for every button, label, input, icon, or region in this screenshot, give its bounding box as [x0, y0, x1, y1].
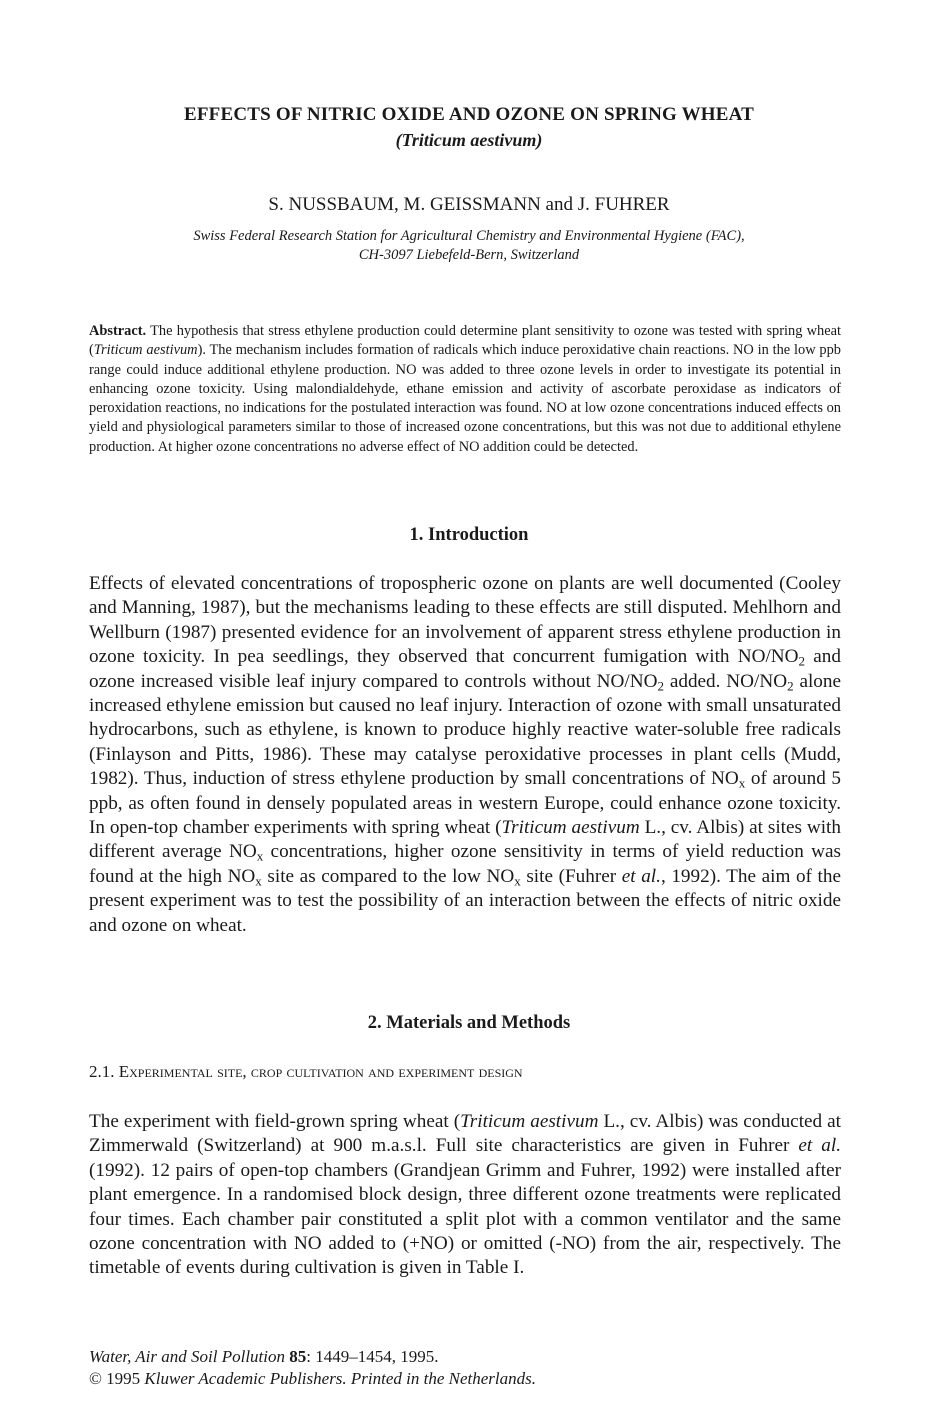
methods-species: Triticum aestivum — [460, 1111, 599, 1132]
methods-paragraph — [89, 1110, 841, 1281]
introduction-paragraph — [89, 572, 841, 938]
intro-text-1: Effects of elevated concentrations of tropospheric ozone on plants are well documented (Cooley and Manning, 1987), but the mechanisms leading to these effects are still disputed. Mehlhorn and Wellburn (1987) presented evidence for an involvement of apparent stress ethylene production in ozone toxicity. In pea seedlings, they observed that concurrent fumigation with NO/NO — [89, 573, 841, 668]
subscript-2: 2 — [787, 677, 794, 693]
abstract-species: Triticum aestivum — [93, 342, 198, 359]
journal-pages: : 1449–1454, 1995. — [306, 1347, 439, 1366]
abstract-text-2: ). The mechanism includes formation of radicals which induce peroxidative chain reactions. NO in the low ppb range could induce additional ethylene production. NO was added to three ozone levels in order to investigate its potential in enhancing ozone toxicity. Using malondialdehyde, ethane emission and activity of ascorbate peroxidase as indicators of peroxidation reactions, no indications for the postulated interaction was found. NO at low ozone concentrations induced effects on yield and physiological parameters similar to those of increased ozone concentrations, but this was not due to additional ethylene production. At higher ozone concentrations no adverse effect of NO addition could be detected. — [89, 342, 842, 455]
subscript-x: x — [256, 848, 264, 864]
methods-text-3: (1992). 12 pairs of open-top chambers (Grandjean Grimm and Fuhrer, 1992) were installed after plant emergence. In a randomised block design, three different ozone treatments were replicated four times. Each chamber pair constituted a split plot with a common ventilator and the same ozone concentration with NO added to (+NO) or omitted (-NO) from the air, respectively. The timetable of events during cultivation is given in Table I. — [89, 1159, 841, 1279]
intro-text-4: alone increased ethylene emission but caused no leaf injury. Interaction of ozone with small unsaturated hydrocarbons, such as ethylene, is known to produce highly reactive water-soluble free radicals (Finlayson and Pitts, 1986). These may catalyse peroxidative processes in plant cells (Mudd, 1982). Thus, induction of stress ethylene production by small concentrations of NO — [89, 670, 841, 790]
subscript-2: 2 — [657, 677, 664, 693]
intro-text-8: site as compared to the low NO — [261, 865, 515, 887]
intro-text-2: and ozone increased visible leaf injury compared to controls without NO/NO — [89, 646, 841, 692]
copyright-year: © 1995 — [89, 1369, 141, 1388]
paper-title: EFFECTS OF NITRIC OXIDE AND OZONE ON SPRING WHEAT — [183, 104, 755, 125]
copyright-line — [89, 1368, 536, 1390]
affiliation-line-1: Swiss Federal Research Station for Agricultural Chemistry and Environmental Hygiene (FAC), — [193, 228, 745, 244]
intro-text-9: site (Fuhrer — [520, 865, 622, 887]
methods-text-2: L., cv. Albis) was conducted at Zimmerwald (Switzerland) at 900 m.a.s.l. Full site characteristics are given in Fuhrer — [89, 1111, 842, 1157]
methods-text-1: The experiment with field-grown spring wheat ( — [89, 1111, 461, 1132]
intro-species: Triticum aestivum — [501, 817, 640, 839]
affiliation — [0, 227, 938, 265]
introduction-heading: 1. Introduction — [409, 525, 529, 545]
abstract-label: Abstract. — [89, 323, 147, 339]
methods-subheading: 2.1. Experimental site, crop cultivation and experiment design — [89, 1062, 523, 1081]
journal-footer — [89, 1346, 536, 1390]
methods-heading: 2. Materials and Methods — [367, 1013, 571, 1033]
abstract-text-1: The hypothesis that stress ethylene production could determine plant sensitivity to ozone was tested with spring wheat ( — [89, 323, 841, 359]
subscript-x: x — [514, 873, 521, 889]
journal-volume: 85 — [285, 1347, 307, 1366]
intro-text-7: concentrations, higher ozone sensitivity in terms of yield reduction was found at the high NO — [89, 841, 841, 887]
intro-text-10: , 1992). The aim of the present experiment was to test the possibility of an interaction between the effects of nitric oxide and ozone on wheat. — [89, 865, 841, 936]
intro-et-al: et al. — [621, 865, 661, 887]
publisher: Kluwer Academic Publishers. Printed in the Netherlands. — [140, 1369, 537, 1388]
intro-text-3: added. NO/NO — [663, 670, 788, 692]
abstract — [89, 322, 841, 457]
subscript-x: x — [255, 873, 262, 889]
paper-subtitle: (Triticum aestivum) — [395, 130, 543, 150]
methods-et-al: et al. — [798, 1135, 841, 1157]
subscript-x: x — [738, 775, 746, 791]
subscript-2: 2 — [798, 653, 806, 669]
author-list: S. NUSSBAUM, M. GEISSMANN and J. FUHRER — [268, 194, 670, 215]
journal-name: Water, Air and Soil Pollution — [89, 1347, 285, 1366]
intro-text-5: of around 5 ppb, as often found in densely populated areas in western Europe, could enhance ozone toxicity. In open-top chamber experiments with spring wheat ( — [89, 768, 841, 839]
intro-text-6: L., cv. Albis) at sites with different average NO — [89, 817, 841, 863]
journal-citation — [89, 1346, 536, 1368]
affiliation-line-2: CH-3097 Liebefeld-Bern, Switzerland — [358, 247, 580, 263]
